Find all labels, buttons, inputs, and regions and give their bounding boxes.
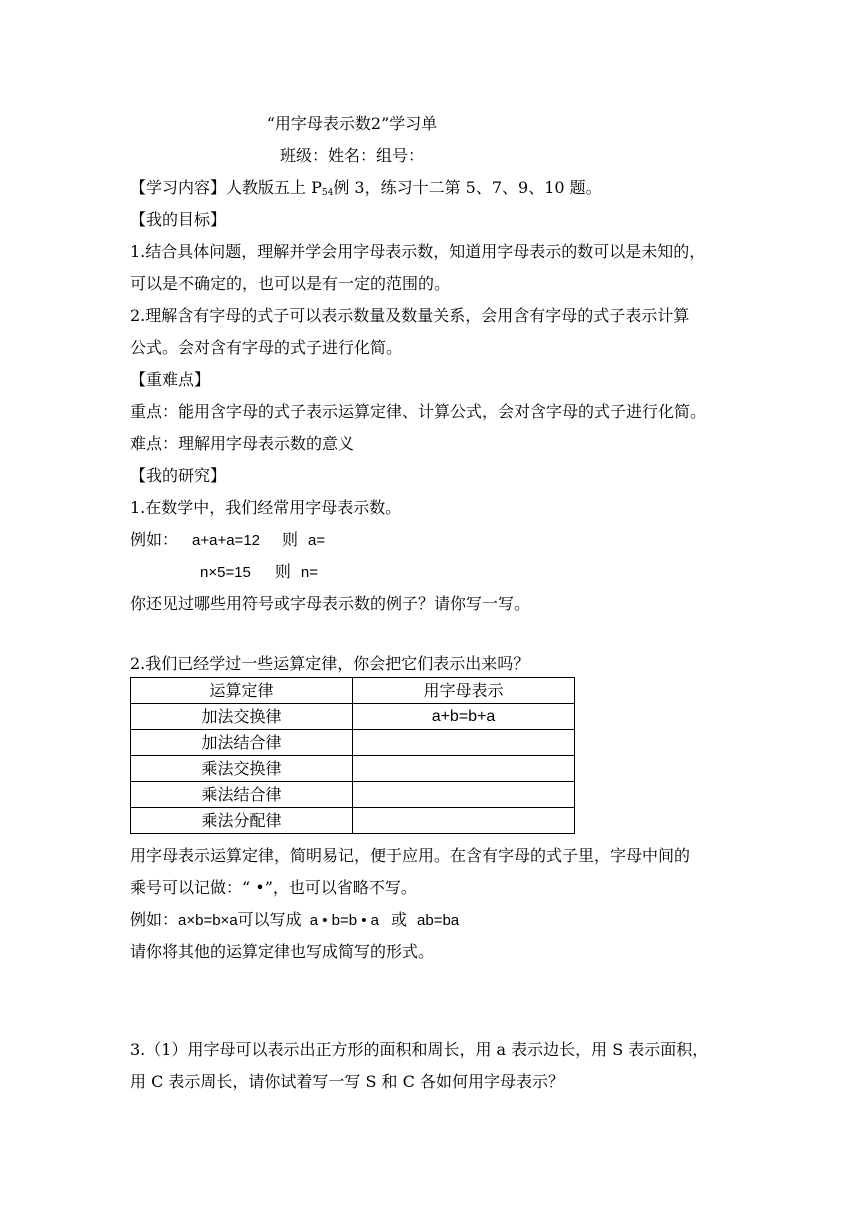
law-name-cell: 乘法交换律 bbox=[131, 756, 353, 782]
operation-laws-table bbox=[130, 677, 575, 834]
example-2-variable: n= bbox=[300, 564, 319, 581]
note-line-2: 乘号可以记做：“ •”，也可以省略不写。 bbox=[130, 878, 417, 897]
example-1-then: 则 bbox=[282, 530, 299, 549]
example-3-expression-a: a×b=b×a bbox=[178, 912, 238, 929]
example-2-expression: n×5=15 bbox=[200, 564, 251, 581]
goal-1-line-1: 1.结合具体问题，理解并学会用字母表示数，知道用字母表示的数可以是未知的， bbox=[130, 242, 706, 261]
example-3-connector: 可以写成 bbox=[237, 910, 302, 929]
goal-1-line-2: 可以是不确定的，也可以是有一定的范围的。 bbox=[130, 274, 451, 293]
table-header-cell: 运算定律 bbox=[131, 678, 353, 704]
focus-line: 重点：能用含字母的式子表示运算定律、计算公式，会对含字母的式子进行化简。 bbox=[130, 402, 707, 421]
table-row bbox=[131, 704, 575, 730]
law-formula-cell[interactable]: a+b=b+a bbox=[353, 704, 575, 730]
example-2-then: 则 bbox=[274, 562, 291, 581]
note-line-1: 用字母表示运算定律，简明易记，便于应用。在含有字母的式子里，字母中间的 bbox=[130, 846, 691, 865]
learning-content-line bbox=[130, 177, 602, 204]
table-header-row bbox=[131, 678, 575, 704]
question-3-line-2: 用 C 表示周长，请你试着写一写 S 和 C 各如何用字母表示？ bbox=[130, 1072, 564, 1091]
example-3-prompt: 请你将其他的运算定律也写成简写的形式。 bbox=[130, 942, 435, 961]
learning-content-text-b: 例 3，练习十二第 5、7、9、10 题。 bbox=[333, 178, 602, 197]
table-row bbox=[131, 730, 575, 756]
law-name-cell: 加法结合律 bbox=[131, 730, 353, 756]
law-formula-cell[interactable] bbox=[353, 730, 575, 756]
table-row bbox=[131, 756, 575, 782]
question-1: 1.在数学中，我们经常用字母表示数。 bbox=[130, 498, 402, 517]
question-3-line-1: 3.（1）用字母可以表示出正方形的面积和周长，用 a 表示边长，用 S 表示面积， bbox=[130, 1040, 709, 1059]
goal-2-line-2: 公式。会对含有字母的式子进行化简。 bbox=[130, 338, 403, 357]
example-3-line bbox=[130, 909, 459, 932]
law-formula-cell[interactable] bbox=[353, 756, 575, 782]
key-points-heading: 【重难点】 bbox=[130, 370, 211, 389]
example-3-expression-c: ab=ba bbox=[417, 912, 460, 929]
learning-content-text-a: 人教版五上 P bbox=[226, 178, 322, 197]
example-3-expression-b: a • b=b • a bbox=[309, 912, 379, 929]
law-formula-cell[interactable] bbox=[353, 808, 575, 834]
example-2-line bbox=[200, 561, 318, 584]
question-1-prompt: 你还见过哪些用符号或字母表示数的例子？请你写一写。 bbox=[130, 594, 531, 613]
difficulty-line: 难点：理解用字母表示数的意义 bbox=[130, 434, 355, 453]
table-header-cell: 用字母表示 bbox=[353, 678, 575, 704]
example-3-or: 或 bbox=[391, 910, 408, 929]
law-name-cell: 乘法结合律 bbox=[131, 782, 353, 808]
page-title: “用字母表示数2”学习单 bbox=[266, 114, 438, 133]
example-1-line bbox=[130, 529, 325, 552]
example-3-label: 例如： bbox=[130, 910, 179, 929]
goals-heading: 【我的目标】 bbox=[130, 210, 227, 229]
page-number-subscript: 54 bbox=[321, 188, 334, 198]
example-1-variable: a= bbox=[308, 532, 326, 549]
example-1-expression: a+a+a=12 bbox=[192, 532, 261, 549]
table-row bbox=[131, 808, 575, 834]
class-name-group-line: 班级：姓名：组号： bbox=[279, 146, 424, 165]
law-name-cell: 乘法分配律 bbox=[131, 808, 353, 834]
question-2: 2.我们已经学过一些运算定律，你会把它们表示出来吗？ bbox=[130, 654, 530, 673]
learning-content-label: 【学习内容】 bbox=[130, 178, 227, 197]
goal-2-line-1: 2.理解含有字母的式子可以表示数量及数量关系，会用含有字母的式子表示计算 bbox=[130, 306, 690, 325]
example-label: 例如： bbox=[130, 530, 179, 549]
law-name-cell: 加法交换律 bbox=[131, 704, 353, 730]
research-heading: 【我的研究】 bbox=[130, 466, 227, 485]
law-formula-cell[interactable] bbox=[353, 782, 575, 808]
table-row bbox=[131, 782, 575, 808]
